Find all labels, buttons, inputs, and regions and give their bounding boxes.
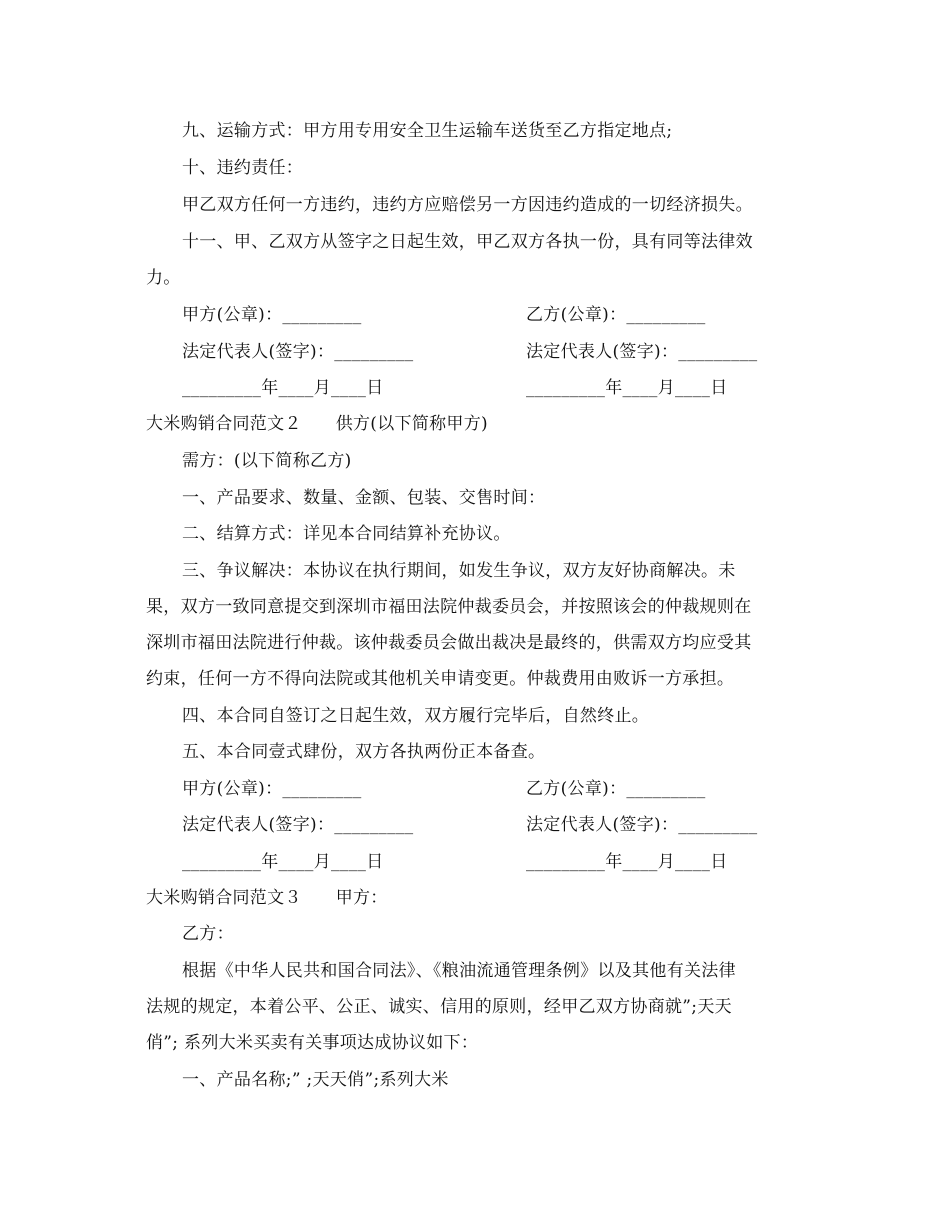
- sample-3-preamble-line2: 法规的规定，本着公平、公正、诚实、信用的原则，经甲乙双方协商就”;天天: [146, 997, 732, 1017]
- sample-2-heading: [146, 413, 806, 435]
- sample-3-clause-1: 一、产品名称;” ;天天俏”;系列大米: [182, 1070, 449, 1090]
- clause-11-line1: 十一、甲、乙双方从签字之日起生效，甲乙双方各执一份，具有同等法律效: [182, 232, 753, 252]
- sig1-party-a-seal: 甲方(公章)：_________: [182, 305, 362, 325]
- sample-2-clause-3-line4: 约束，任何一方不得向法院或其他机关申请变更。仲裁费用由败诉一方承担。: [146, 669, 735, 689]
- sample-2-clause-3-line2: 果，双方一致同意提交到深圳市福田法院仲裁委员会，并按照该会的仲裁规则在: [146, 597, 752, 617]
- sig1-party-b-date: _________年____月____日: [526, 378, 728, 398]
- sig1-party-a-rep: 法定代表人(签字)：_________: [182, 342, 414, 362]
- sig1-party-b-rep: 法定代表人(签字)：_________: [526, 342, 758, 362]
- sig1-party-b-seal: 乙方(公章)：_________: [526, 305, 706, 325]
- sig2-party-b-rep: 法定代表人(签字)：_________: [526, 815, 758, 835]
- sample-2-supplier: 供方(以下简称甲方): [335, 414, 488, 434]
- sig2-party-b-seal: 乙方(公章)：_________: [526, 779, 706, 799]
- sig2-party-a-rep: 法定代表人(签字)：_________: [182, 815, 414, 835]
- clause-11-line2: 力。: [146, 268, 181, 288]
- sample-3-preamble-line3: 俏”; 系列大米买卖有关事项达成协议如下：: [146, 1033, 479, 1053]
- clause-10-heading: 十、违约责任：: [182, 158, 304, 178]
- sample-3-title: 大米购销合同范文３: [146, 888, 302, 908]
- sig2-party-a-seal: 甲方(公章)：_________: [182, 779, 362, 799]
- sig2-party-b-date: _________年____月____日: [526, 852, 728, 872]
- sample-2-buyer: 需方：(以下简称乙方): [182, 451, 352, 471]
- sample-2-title: 大米购销合同范文２: [146, 414, 302, 434]
- sig2-party-a-date: _________年____月____日: [182, 852, 384, 872]
- sample-2-clause-2: 二、结算方式：详见本合同结算补充协议。: [182, 524, 511, 544]
- sample-2-clause-4: 四、本合同自签订之日起生效，双方履行完毕后，自然终止。: [182, 706, 650, 726]
- clause-10-body: 甲乙双方任何一方违约，违约方应赔偿另一方因违约造成的一切经济损失。: [182, 195, 753, 215]
- sample-2-clause-1: 一、产品要求、数量、金额、包装、交售时间：: [182, 488, 546, 508]
- clause-9-transport: 九、运输方式：甲方用专用安全卫生运输车送货至乙方指定地点;: [182, 121, 673, 141]
- sample-2-clause-3-line1: 三、争议解决：本协议在执行期间，如发生争议，双方友好协商解决。未: [182, 561, 736, 581]
- sample-3-party-b: 乙方：: [182, 924, 234, 944]
- sample-3-heading: [146, 887, 806, 909]
- sig1-party-a-date: _________年____月____日: [182, 378, 384, 398]
- sample-3-party-a: 甲方：: [335, 888, 388, 908]
- sample-2-clause-5: 五、本合同壹式肆份，双方各执两份正本备查。: [182, 742, 546, 762]
- sample-3-preamble-line1: 根据《中华人民共和国合同法》、《粮油流通管理条例》以及其他有关法律: [182, 961, 736, 981]
- sample-2-clause-3-line3: 深圳市福田法院进行仲裁。该仲裁委员会做出裁决是最终的，供需双方均应受其: [146, 633, 752, 653]
